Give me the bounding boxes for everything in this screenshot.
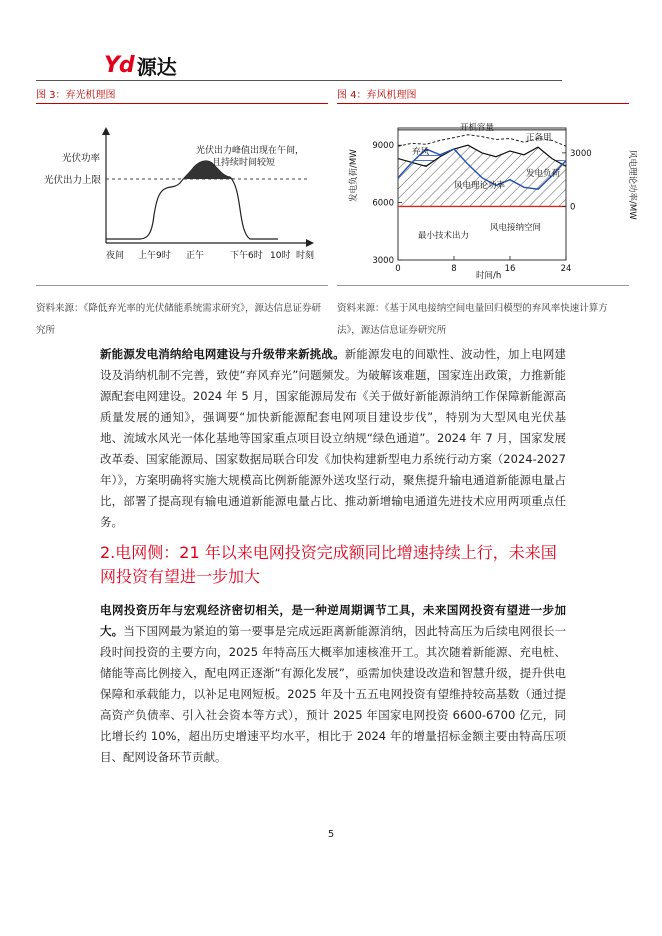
- annotation-startup-capacity: 开机容量: [460, 123, 495, 133]
- figure-4-chart: [340, 108, 637, 284]
- x-tick-label: 下午6时: [230, 251, 263, 261]
- annotation-wind-theoretical: 风电理论功率: [454, 181, 506, 191]
- section-heading: 2.电网侧：21 年以来电网投资完成额同比增速持续上行，未来国网投资有望进一步加大: [100, 543, 557, 586]
- right-y-tick-label: 0: [570, 202, 576, 213]
- x-axis-label: 时间/h: [476, 271, 502, 281]
- y-axis-label: 光伏功率: [62, 153, 101, 164]
- left-y-tick-label: 3000: [372, 256, 394, 266]
- x-tick-label: 8: [451, 264, 457, 274]
- logo-mark: Yd: [104, 52, 134, 78]
- left-y-tick-label: 9000: [372, 141, 394, 152]
- solar-curtailment-svg: [40, 115, 326, 265]
- annotation-wind-accept-space: 风电接纳空间: [490, 223, 542, 233]
- left-y-tick-label: 6000: [372, 198, 394, 209]
- figure-3-source: 资料来源：《降低弃光率的光伏储能系统需求研究》，源达信息证券研究所: [36, 303, 322, 336]
- right-y-tick-label: 3000: [570, 148, 592, 159]
- peak-annotation-line1: 光伏出力峰值出现在午间，: [196, 146, 305, 156]
- peak-annotation-line2: 且持续时间较短: [212, 158, 276, 168]
- left-y-axis-label: 发电负荷/MW: [349, 149, 359, 202]
- paragraph-body: 新能源发电的间歇性、波动性，加上电网建设及消纳机制不完善，致使“弃风弃光”问题频发。为破解该难题，国家连出政策，力推新能源配套电网建设。2024 年 5 月，国家能源局发布《关于做好新能源消纳工作保障新能源高质量发展的通知》，强调要“加快新能源配套电网项目建设步伐”，特别为大型风电光伏基地、流域水风光一体化基地等国家重点项目设立纳规“绿色通道”。2024 年 7 月，国家发展改革委、国家能源局、国家数据局联合印发《加快构建新型电力系统行动方案（2024-2027 年）》，方案明确将实施大规模高比例新能源外送攻坚行动，聚焦提升输电通道新能源电量占比，部署了提高现有输电通道新能源电量占比、推动新增输电通道先进技术应用两项重点任务。: [100, 347, 567, 529]
- paragraph-lead: 新能源发电消纳给电网建设与升级带来新挑战。: [100, 347, 345, 361]
- figure-4-caption-rule: [337, 103, 629, 104]
- x-tick-label: 正午: [186, 251, 205, 261]
- x-tick-label: 夜间: [106, 251, 125, 261]
- figure-4-source: 资料来源：《基于风电接纳空间电量回归模型的弃风率快速计算方法》，源达信息证券研究所: [337, 303, 608, 336]
- figure-4-source-rule: [337, 285, 629, 286]
- header-divider: [36, 80, 562, 81]
- logo-text: 源达: [136, 54, 177, 79]
- x-tick-label: 10时: [270, 251, 291, 261]
- figure-4-caption: 图 4：弃风机理图: [337, 90, 417, 101]
- wind-plot-area: [372, 128, 591, 274]
- x-tick-label: 0: [395, 264, 401, 274]
- annotation-min-output: 最小技术出力: [418, 231, 470, 241]
- figure-3-source-rule: [36, 285, 328, 286]
- x-tick-label: 上午9时: [138, 251, 171, 261]
- upper-limit-label: 光伏出力上限: [44, 175, 102, 186]
- figure-3-caption: 图 3：弃光机理图: [36, 90, 116, 101]
- x-axis-label: 时刻: [296, 251, 315, 261]
- annotation-load: 发电负荷: [526, 169, 561, 179]
- paragraph-body: 当下国网最为紧迫的第一要事是完成远距离新能源消纳，因此特高压为后续电网很长一段时间投资的主要方向，2025 年特高压大概率加速核准开工。其次随着新能源、充电桩、储能等高比例接入，配电网正逐渐“有源化发展”，亟需加快建设改造和智慧升级，提升供电保障和承载能力，以补足电网短板。2025 年及十五五电网投资有望维持较高基数（通过提高资产负债率、引入社会资本等方式），预计 2025 年国家电网投资 6600-6700 亿元，同比增长约 10%，超出历史增速平均水平，相比于 2024 年的增量招标金额主要由特高压项目、配网设备环节贡献。: [100, 624, 567, 764]
- annotation-positive-reserve: 正备用: [526, 133, 552, 143]
- paragraph-grid-investment: [100, 600, 566, 768]
- x-tick-label: 24: [560, 264, 572, 274]
- right-y-axis-label: 风电理论功率/MW: [627, 150, 637, 220]
- y-axis-arrow: [102, 127, 110, 135]
- paragraph-lead: 电网投资历年与宏观经济密切相关，是一种逆周期调节工具，未来国网投资有望进一步加大。: [100, 603, 566, 638]
- x-tick-label: 16: [504, 264, 516, 274]
- paragraph-grid-challenge: [100, 344, 566, 533]
- x-axis-arrow: [306, 239, 314, 247]
- annotation-curtailed-wind: 弃风: [412, 147, 430, 157]
- wind-curtailment-svg: [340, 108, 637, 284]
- page-number: 5: [327, 829, 335, 840]
- company-logo: [104, 52, 177, 78]
- figure-3-caption-rule: [36, 103, 328, 104]
- figure-3-chart: [40, 115, 326, 265]
